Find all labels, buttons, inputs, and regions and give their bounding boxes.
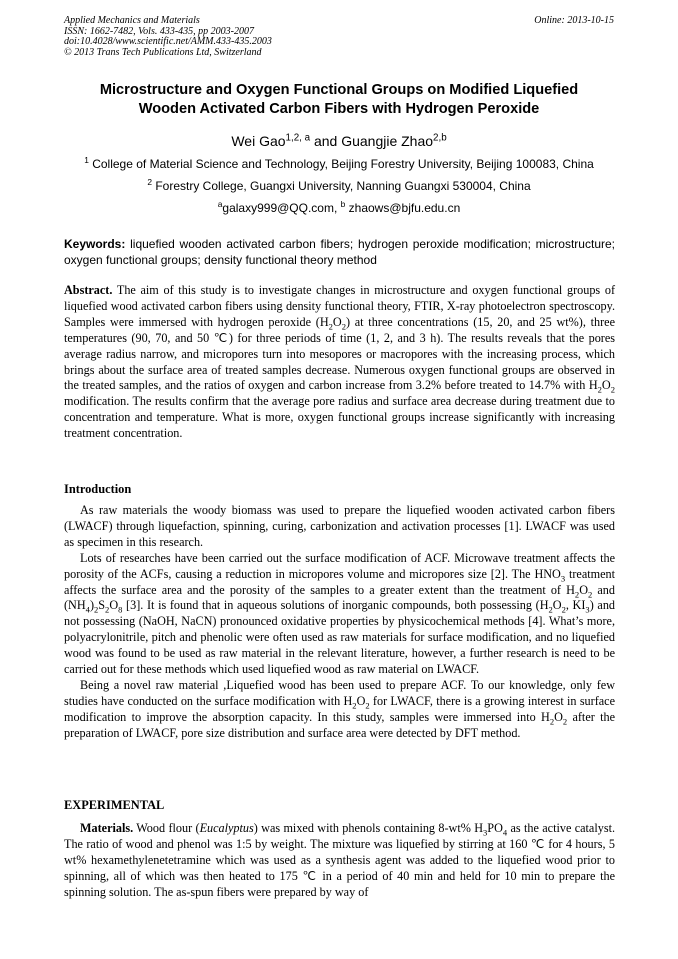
materials-paragraph bbox=[64, 821, 615, 901]
subscript: 2 bbox=[352, 700, 357, 711]
affil-sup: 2 bbox=[147, 177, 152, 187]
affiliation-2 bbox=[0, 179, 678, 194]
subscript: 3 bbox=[560, 573, 566, 584]
species-name: Eucalyptus bbox=[199, 821, 254, 835]
affil-sup: 1 bbox=[84, 155, 89, 165]
experimental-heading: EXPERIMENTAL bbox=[64, 798, 165, 812]
subscript: 2 bbox=[94, 604, 99, 615]
paper-title bbox=[58, 81, 620, 119]
intro-text: O bbox=[109, 598, 119, 613]
abstract-text: The aim of this study is to investigate changes in microstructure and oxygen functional groups of liquefied wood activated carbon fibers using density functional theory, FTIR, X-ray photoelectron spectroscopy. Samples were immersed with hydrogen peroxide (H bbox=[64, 283, 615, 329]
keywords-text: liquefied wooden activated carbon fibers; hydrogen peroxide modification; microstructure; oxygen functional groups; density functional theory method bbox=[64, 237, 615, 267]
affiliation-1 bbox=[0, 157, 678, 172]
email-link[interactable]: zhaows@bjfu.edu.cn bbox=[348, 201, 461, 215]
abstract-text: modification. The results confirm that the average pore radius and surface area decrease during treatment due to concentration and temperature. What is more, oxygen functional groups increase significantly with increasing treatment concentration. bbox=[64, 394, 615, 441]
affil-text: Forestry College, Guangxi University, Nanning Guangxi 530004, China bbox=[155, 179, 531, 193]
author-affil-sup: 2,b bbox=[433, 132, 447, 144]
subscript: 2 bbox=[549, 716, 555, 727]
intro-paragraph-2 bbox=[64, 551, 615, 678]
abstract-block bbox=[64, 283, 615, 442]
abstract-text: O bbox=[601, 378, 611, 393]
author-name: Wei Gao bbox=[231, 133, 286, 149]
materials-label: Materials. bbox=[80, 821, 134, 835]
subscript: 2 bbox=[341, 321, 346, 332]
title-line-1: Microstructure and Oxygen Functional Groups on Modified Liquefied bbox=[99, 82, 579, 98]
copyright-line: © 2013 Trans Tech Publications Ltd, Switzerland bbox=[64, 46, 262, 58]
subscript: 2 bbox=[548, 604, 553, 615]
subscript: 2 bbox=[328, 321, 333, 332]
journal-header bbox=[64, 16, 272, 58]
intro-text: O bbox=[554, 709, 563, 724]
doi-line[interactable]: doi:10.4028/www.scientific.net/AMM.433-435.2003 bbox=[64, 36, 272, 48]
subscript: 2 bbox=[105, 604, 110, 615]
subscript: 4 bbox=[85, 604, 90, 615]
online-date: Online: 2013-10-15 bbox=[534, 15, 614, 26]
issn-line: ISSN: 1662-7482, Vols. 433-435, pp 2003-2007 bbox=[64, 25, 254, 37]
intro-text: S bbox=[98, 598, 106, 613]
intro-text: ) and not possessing (NaOH, NaCN) pronounced oxidative properties by physicochemical methods [4]. What’s more, polyacrylonitrile, pitch and phenolic were often used as raw materials for surface modification, and no liquefied wood was found to be used as raw material in the relevant literature, however, a further research is need to be carried out for these methods which used liquefied wood as raw material on LWACF. bbox=[64, 598, 616, 677]
intro-text: [3]. It is found that in aqueous solutions of inorganic compounds, both possessing (H bbox=[122, 598, 549, 613]
exp-text: Wood flour ( bbox=[133, 821, 200, 835]
intro-text: , KI bbox=[565, 598, 586, 613]
author-emails bbox=[0, 201, 678, 216]
intro-paragraph-3 bbox=[64, 678, 615, 742]
subscript: 2 bbox=[610, 384, 615, 395]
subscript: 2 bbox=[562, 716, 568, 727]
intro-text: O bbox=[579, 582, 588, 597]
intro-paragraph-1: As raw materials the woody biomass was used to prepare the liquefied wooden activated carbon fibers (LWACF) through liquefaction, spinning, curing, carbonization and activation processes [1]. LWACF was used as specimen in this research. bbox=[64, 503, 615, 549]
email-link[interactable]: galaxy999@QQ.com, bbox=[222, 201, 341, 215]
journal-name: Applied Mechanics and Materials bbox=[64, 15, 200, 26]
intro-text: after the preparation of LWACF, pore size distribution and surface area were detected by DFT method. bbox=[64, 709, 615, 740]
intro-text: treatment affects the surface area and the porosity of the samples to a greater extent than the treatment of H bbox=[64, 566, 615, 597]
subscript: 2 bbox=[574, 588, 580, 599]
intro-text: O bbox=[356, 693, 366, 708]
author-line bbox=[0, 132, 678, 150]
affil-text: College of Material Science and Technology, Beijing Forestry University, Beijing 100083, China bbox=[92, 157, 594, 171]
abstract-paragraph bbox=[64, 283, 615, 442]
subscript: 2 bbox=[597, 384, 602, 395]
abstract-text: ) at three concentrations (15, 20, and 25 wt%), three temperatures (90, 70, and 50 ℃) for three periods of time (1, 2, and 3 h). The results reveals that the pores average radius narrow, and micropores turn into mesopores or macropores with the increasing process, which brings about the surface area of treated samples decrease. Numerous oxygen functional groups are observed in the treated samples, and the ratios of oxygen and carbon increase from 3.2% before treated to 14.7% with H bbox=[64, 314, 615, 393]
intro-text: Being a novel raw material ,Liquefied wood has been used to prepare ACF. To our knowledge, only few studies have conducted on the surface modification with H bbox=[64, 677, 615, 708]
intro-text: O bbox=[552, 598, 562, 613]
email-sup: a bbox=[217, 199, 223, 209]
abstract-label: Abstract. bbox=[64, 283, 113, 297]
subscript: 2 bbox=[561, 604, 566, 615]
subscript: 3 bbox=[483, 827, 488, 838]
exp-text: PO bbox=[487, 821, 503, 835]
email-sup: b bbox=[340, 199, 346, 209]
author-joiner: and bbox=[310, 133, 342, 149]
intro-text: ) bbox=[89, 598, 94, 613]
exp-text: ) was mixed with phenols containing 8-wt% H bbox=[253, 821, 484, 835]
title-line-2: Wooden Activated Carbon Fibers with Hydrogen Peroxide bbox=[138, 101, 540, 117]
author-name: Guangjie Zhao bbox=[341, 133, 434, 149]
subscript: 8 bbox=[118, 604, 123, 615]
abstract-text: O bbox=[332, 314, 342, 329]
intro-text: for LWACF, there is a growing interest in surface modification to improve the absorption capacity. In this study, samples were immersed into H bbox=[64, 693, 616, 724]
subscript: 4 bbox=[502, 827, 508, 838]
keywords-block bbox=[64, 236, 615, 268]
subscript: 2 bbox=[365, 700, 370, 711]
subscript: 3 bbox=[585, 604, 590, 615]
intro-text: and (NH bbox=[64, 582, 615, 613]
intro-text: Lots of researches have been carried out the surface modification of ACF. Microwave treatment affects the porosity of the ACFs, causing a reduction in micropores volume and micropores size [2]. The HNO bbox=[64, 550, 615, 581]
experimental-block bbox=[64, 821, 615, 901]
introduction-block bbox=[64, 503, 615, 742]
exp-text: as the active catalyst. The ratio of wood and phenol was 1:5 by weight. The mixture was liquefied by stirring at 160 ℃ for 4 hours, 5 wt% hexamethylenetetramine which was used as a synthesis agent was added to the liquefied wood prior to spinning, all of which was then heated to 175 ℃ in a period of 40 min and held for 10 min to prepare the spinning solution. The as-spun fibers were prepared by way of bbox=[64, 821, 615, 899]
keywords-label: Keywords: bbox=[64, 237, 126, 251]
subscript: 2 bbox=[588, 588, 593, 599]
author-affil-sup: 1,2, a bbox=[285, 132, 311, 144]
introduction-heading: Introduction bbox=[64, 482, 132, 496]
